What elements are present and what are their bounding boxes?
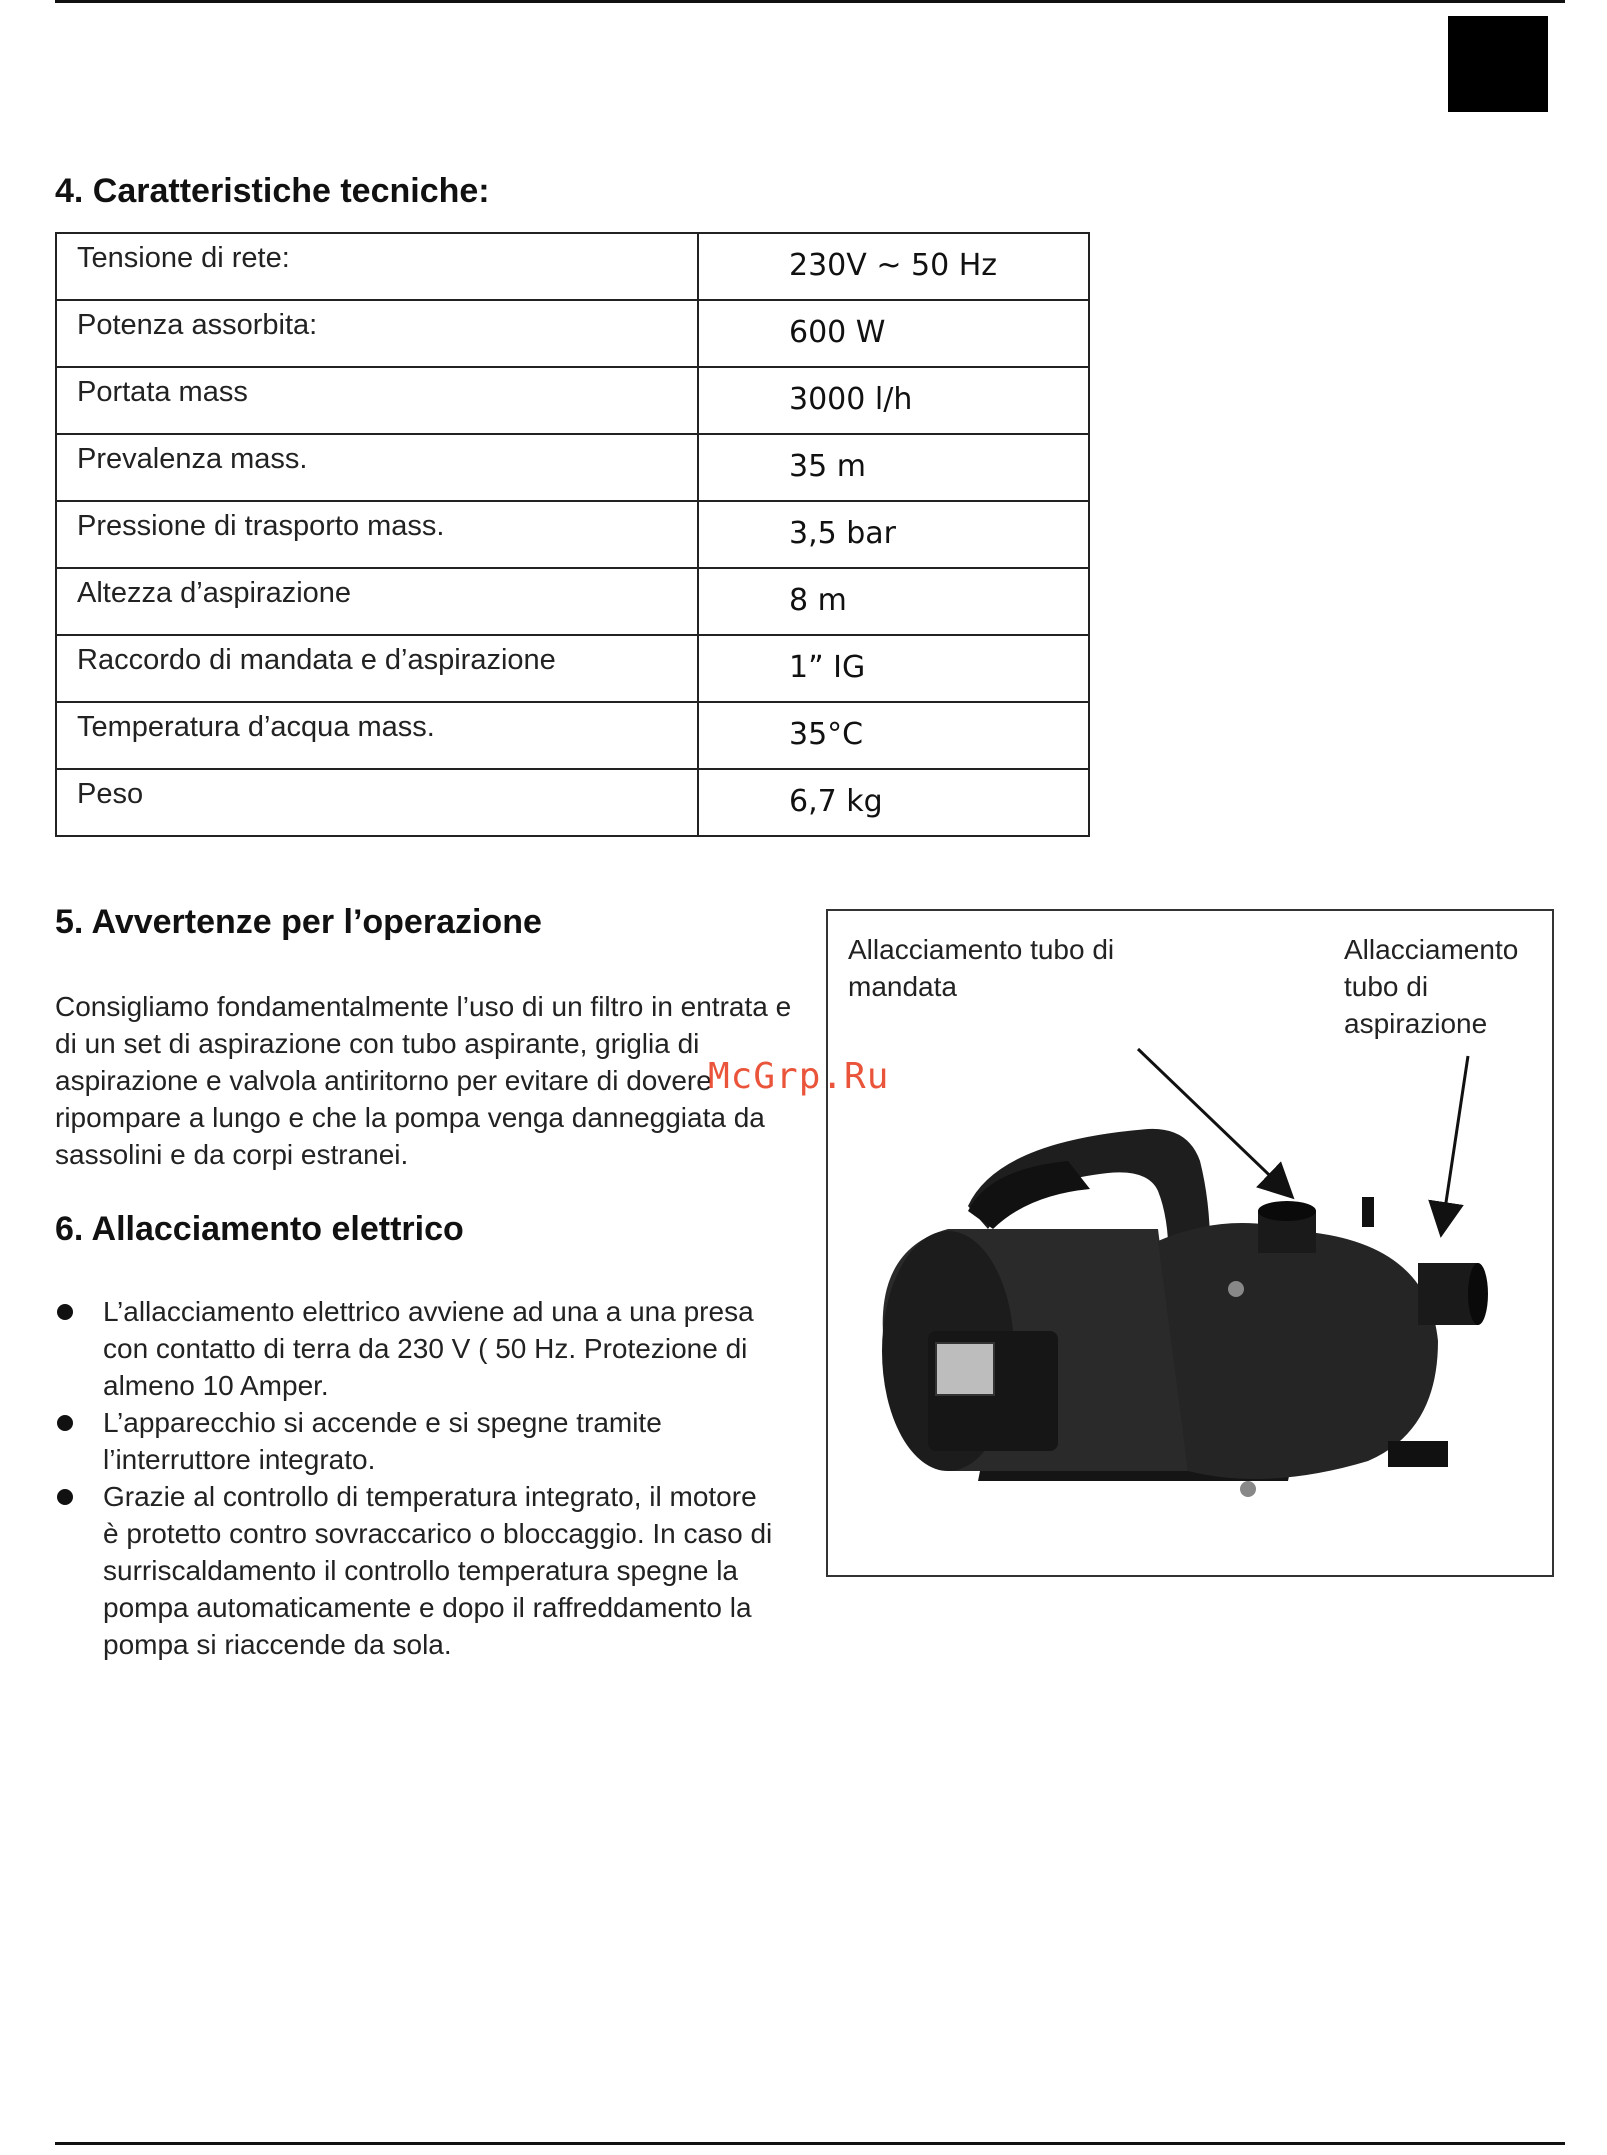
delivery-port-opening <box>1258 1201 1316 1221</box>
table-row <box>56 769 1089 836</box>
table-row <box>56 434 1089 501</box>
bullet-text: L’apparecchio si accende e si spegne tramite l’interruttore integrato. <box>103 1407 662 1475</box>
top-rule <box>55 0 1565 3</box>
pump-head <box>1158 1223 1438 1479</box>
electrical-bullet-list <box>55 1293 775 1663</box>
spec-label: Temperatura d’acqua mass. <box>56 702 698 769</box>
spec-value: 1” IG <box>698 635 1089 702</box>
spec-label: Raccordo di mandata e d’aspirazione <box>56 635 698 702</box>
bullet-icon <box>57 1489 73 1505</box>
screw-icon <box>1240 1481 1256 1497</box>
spec-label: Tensione di rete: <box>56 233 698 300</box>
language-tab-marker <box>1448 16 1548 112</box>
section-5-heading: 5. Avvertenze per l’operazione <box>55 903 542 941</box>
bullet-text: Grazie al controllo di temperatura integrato, il motore è protetto contro sovraccarico o bloccaggio. In caso di surriscaldamento il controllo temperatura spegne la pompa automaticamente e dopo il raffreddamento la pompa si riaccende da sola. <box>103 1481 773 1660</box>
spec-label: Pressione di trasporto mass. <box>56 501 698 568</box>
spec-label: Prevalenza mass. <box>56 434 698 501</box>
table-row <box>56 568 1089 635</box>
spec-label: Portata mass <box>56 367 698 434</box>
section-5-paragraph: Consigliamo fondamentalmente l’uso di un filtro in entrata e di un set di aspirazione con tubo aspirante, griglia di aspirazione e valvola antiritorno per evitare di dovere ripompare a lungo e che la pompa venga danneggiata da sassolini e da corpi estranei. <box>55 991 792 1170</box>
table-row <box>56 233 1089 300</box>
spec-value: 230V ~ 50 Hz <box>698 233 1089 300</box>
screw-icon <box>1228 1281 1244 1297</box>
list-item <box>55 1293 775 1404</box>
spec-value: 3,5 bar <box>698 501 1089 568</box>
pump-figure <box>826 909 1554 1577</box>
list-item <box>55 1478 775 1663</box>
list-item <box>55 1404 775 1478</box>
priming-plug <box>1362 1197 1374 1227</box>
spec-value: 35 m <box>698 434 1089 501</box>
table-row <box>56 300 1089 367</box>
section-6-heading: 6. Allacciamento elettrico <box>55 1210 464 1248</box>
spec-label: Altezza d’aspirazione <box>56 568 698 635</box>
specs-table <box>55 232 1090 837</box>
spec-value: 6,7 kg <box>698 769 1089 836</box>
table-row <box>56 635 1089 702</box>
power-switch <box>936 1343 994 1395</box>
spec-value: 600 W <box>698 300 1089 367</box>
handle-grip <box>968 1161 1090 1229</box>
section-4-heading: 4. Caratteristiche tecniche: <box>55 172 490 210</box>
watermark: McGrp.Ru <box>708 1056 890 1097</box>
spec-label: Potenza assorbita: <box>56 300 698 367</box>
drain-plug <box>1388 1441 1448 1467</box>
spec-value: 3000 l/h <box>698 367 1089 434</box>
spec-value: 35°C <box>698 702 1089 769</box>
suction-port-opening <box>1468 1263 1488 1325</box>
bullet-icon <box>57 1415 73 1431</box>
spec-label: Peso <box>56 769 698 836</box>
bullet-text: L’allacciamento elettrico avviene ad una a una presa con contatto di terra da 230 V ( 50 Hz. Protezione di almeno 10 Amper. <box>103 1296 754 1401</box>
callout-delivery-connection: Allacciamento tubo di mandata <box>848 934 1115 1002</box>
table-row <box>56 367 1089 434</box>
pump-illustration <box>828 911 1554 1577</box>
callout-suction-connection: Allacciamento tubo di aspirazione <box>1344 934 1519 1039</box>
bullet-icon <box>57 1304 73 1320</box>
bottom-rule <box>55 2142 1565 2145</box>
spec-value: 8 m <box>698 568 1089 635</box>
table-row <box>56 501 1089 568</box>
table-row <box>56 702 1089 769</box>
arrow-suction <box>1442 1056 1468 1229</box>
